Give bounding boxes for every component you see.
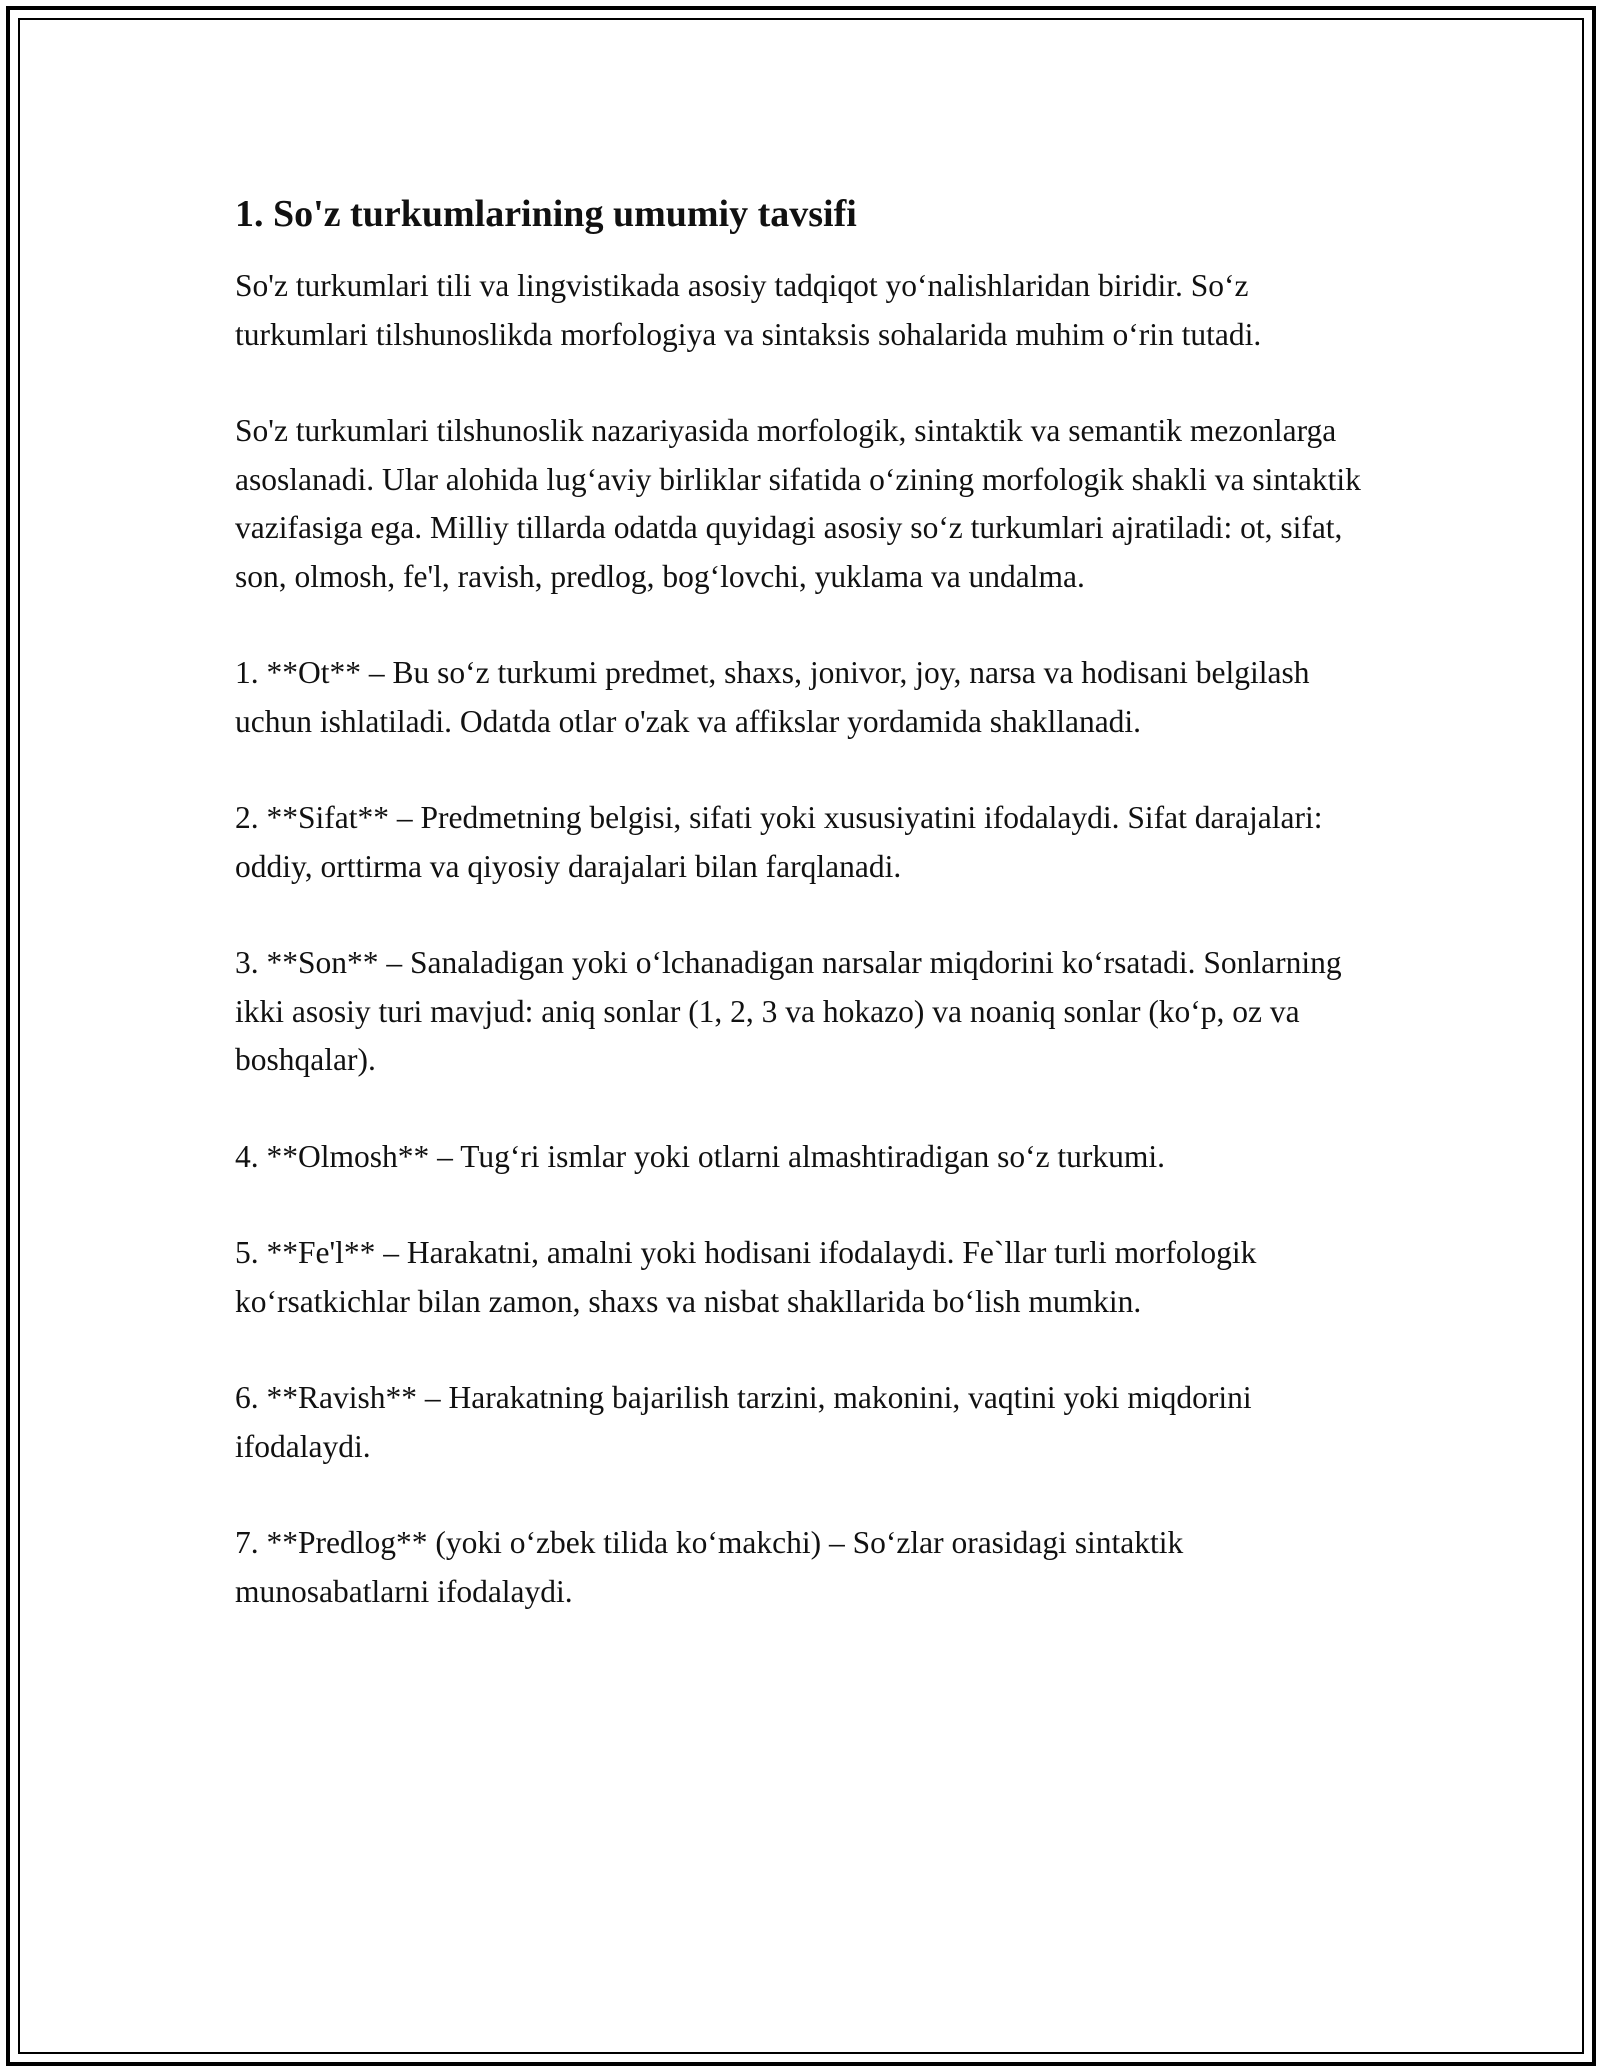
intro-paragraph: So'z turkumlari tili va lingvistikada asosiy tadqiqot yo‘nalishlaridan biridir. So‘z turkumlari tilshunoslikda morfologiya va sintaksis sohalarida muhim o‘rin tutadi. [235, 268, 1262, 352]
list-item-olmosh: 4. **Olmosh** – Tug‘ri ismlar yoki otlarni almashtiradigan so‘z turkumi. [235, 1138, 1166, 1174]
document-body [235, 190, 1370, 1664]
list-item-predlog: 7. **Predlog** (yoki o‘zbek tilida ko‘makchi) – So‘zlar orasidagi sintaktik munosabatlarni ifodalaydi. [235, 1525, 1184, 1609]
list-item-ot: 1. **Ot** – Bu so‘z turkumi predmet, shaxs, jonivor, joy, narsa va hodisani belgilash uchun ishlatiladi. Odatda otlar o'zak va affikslar yordamida shakllanadi. [235, 655, 1310, 739]
criteria-paragraph: So'z turkumlari tilshunoslik nazariyasida morfologik, sintaktik va semantik mezonlarga asoslanadi. Ular alohida lug‘aviy birliklar sifatida o‘zining morfologik shakli va sintaktik vazifasiga ega. Milliy tillarda odatda quyidagi asosiy so‘z turkumlari ajratiladi: ot, sifat, son, olmosh, fe'l, ravish, predlog, bog‘lovchi, yuklama va undalma. [235, 413, 1361, 594]
list-item-fel: 5. **Fe'l** – Harakatni, amalni yoki hodisani ifodalaydi. Fe`llar turli morfologik ko‘rsatkichlar bilan zamon, shaxs va nisbat shakllarida bo‘lish mumkin. [235, 1235, 1257, 1319]
list-item-ravish: 6. **Ravish** – Harakatning bajarilish tarzini, makonini, vaqtini yoki miqdorini ifodalaydi. [235, 1380, 1252, 1464]
section-title: 1. So'z turkumlarining umumiy tavsifi [235, 193, 857, 235]
list-item-son: 3. **Son** – Sanaladigan yoki o‘lchanadigan narsalar miqdorini ko‘rsatadi. Sonlarning ikki asosiy turi mavjud: aniq sonlar (1, 2, 3 va hokazo) va noaniq sonlar (ko‘p, oz va boshqalar). [235, 945, 1342, 1077]
list-item-sifat: 2. **Sifat** – Predmetning belgisi, sifati yoki xususiyatini ifodalaydi. Sifat darajalari: oddiy, orttirma va qiyosiy darajalari bilan farqlanadi. [235, 800, 1323, 884]
